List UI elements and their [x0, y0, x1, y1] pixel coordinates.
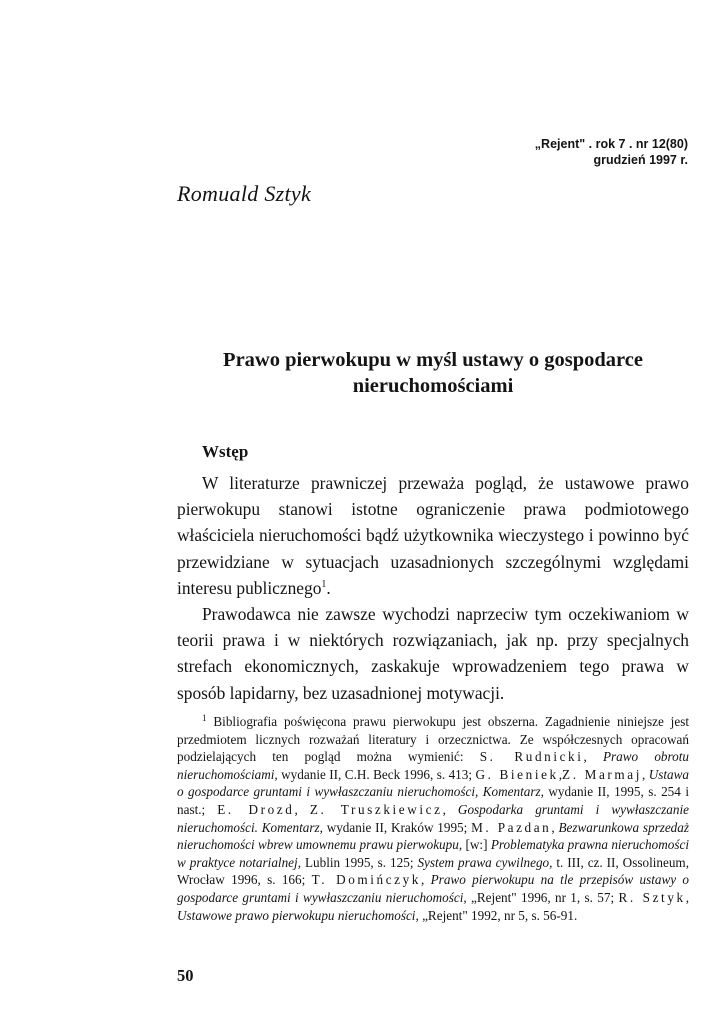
- footnote-citation: wydanie II, 1995, s. 254 i nast.;: [177, 784, 689, 817]
- footnote-separator: ,: [641, 766, 649, 782]
- author-name: Romuald Sztyk: [177, 181, 312, 206]
- article-title-line-1: Prawo pierwokupu w myśl ustawy o gospodarce: [223, 349, 643, 371]
- footnote-separator: ,: [294, 801, 310, 817]
- footnote-citation: t. III, cz. II, Ossolineum, Wrocław 1996, s. 166;: [177, 854, 689, 888]
- footnote-work-title: Ustawowe prawo pierwokupu nieruchomości,: [177, 907, 419, 923]
- body-paragraph-1-text: W literaturze prawniczej przeważa pogląd, że ustawowe prawo pierwokupu stanowi istotne ograniczenie prawa podmiotowego właściciela nieruchomości bądź użytkownika wieczystego i powinno być przewidziane w sytuacjach uzasadnionych szczególnymi względami interesu publicznego: [177, 473, 689, 598]
- footnote-separator: ,: [583, 749, 603, 765]
- footnote: [177, 713, 689, 924]
- article-title-line-2: nieruchomościami: [352, 375, 514, 397]
- body-paragraph-1-end: .: [326, 577, 331, 598]
- footnote-author: R. Sztyk: [618, 889, 686, 905]
- footnote-reference: 1: [321, 578, 327, 590]
- journal-header: [388, 136, 688, 168]
- footnote-citation: „Rejent" 1996, nr 1, s. 57;: [466, 889, 619, 905]
- footnote-author: Z. Truszkiewicz: [309, 801, 443, 817]
- footnote-citation: wydanie II, C.H. Beck 1996, s. 413;: [277, 766, 476, 782]
- footnote-author: T. Domińczyk: [311, 872, 422, 888]
- footnote-work-title: Gospodarka gruntami i wywłaszczanie nieruchomości. Komentarz,: [177, 801, 689, 835]
- footnote-citation: Lublin 1995, s. 125;: [301, 854, 418, 870]
- footnote-author: G. Bieniek: [475, 766, 559, 782]
- body-text: [177, 470, 689, 706]
- body-paragraph-1: [177, 470, 689, 601]
- footnote-author: S. Rudnicki: [479, 749, 584, 765]
- journal-date-line: grudzień 1997 r.: [593, 153, 688, 167]
- footnote-work-title: Bezwarunkowa sprzedaż nieruchomości wbrew umownemu prawu pierwokupu,: [177, 819, 689, 853]
- page-number: 50: [177, 966, 194, 985]
- journal-issue-line: „Rejent" . rok 7 . nr 12(80): [534, 137, 688, 151]
- footnote-separator: ,: [421, 872, 431, 888]
- footnote-author: M. Pazdan: [471, 819, 552, 835]
- section-heading: Wstęp: [202, 442, 249, 461]
- footnote-work-title: Prawo obrotu nieruchomościami,: [177, 749, 690, 782]
- footnote-author: Z. Marmaj: [562, 766, 642, 782]
- footnote-intro: Bibliografia poświęcona prawu pierwokupu jest obszerna. Zagadnienie niniejsze jest przedmiotem licznych rozważań literatury i orzecznictwa. Ze współczesnych opracowań podzielających ten pogląd można wymienić:: [177, 714, 689, 765]
- footnote-work-title: Ustawa o gospodarce gruntami i wywłaszczaniu nieruchomości, Komentarz,: [177, 766, 690, 800]
- footnote-work-title: System prawa cywilnego,: [417, 854, 553, 870]
- footnote-separator: ,: [442, 801, 458, 817]
- article-title: [177, 347, 689, 399]
- footnote-work-title: Problematyka prawna nieruchomości w praktyce notarialnej,: [177, 837, 689, 870]
- footnote-author: E. Drozd: [217, 801, 295, 817]
- body-paragraph-2: Prawodawca nie zawsze wychodzi naprzeciw tym oczekiwaniom w teorii prawa i w niektórych rozwiązaniach, jak np. przy specjalnych strefach ekonomicznych, zaskakuje wprowadzeniem tego prawa w sposób lapidarny, bez uzasadnionej motywacji.: [177, 604, 689, 703]
- footnote-separator: ,: [558, 766, 563, 782]
- footnote-citation: „Rejent" 1992, nr 5, s. 56-91.: [418, 907, 578, 923]
- footnote-citation: [w:]: [462, 837, 491, 853]
- footnote-citation: wydanie II, Kraków 1995;: [322, 819, 472, 835]
- footnote-marker: 1: [202, 713, 207, 723]
- footnote-work-title: Prawo pierwokupu na tle przepisów ustawy o gospodarce gruntami i wywłaszczaniu nieruchomości,: [177, 872, 690, 905]
- footnote-separator: ,: [551, 819, 559, 835]
- footnote-separator: ,: [685, 889, 690, 905]
